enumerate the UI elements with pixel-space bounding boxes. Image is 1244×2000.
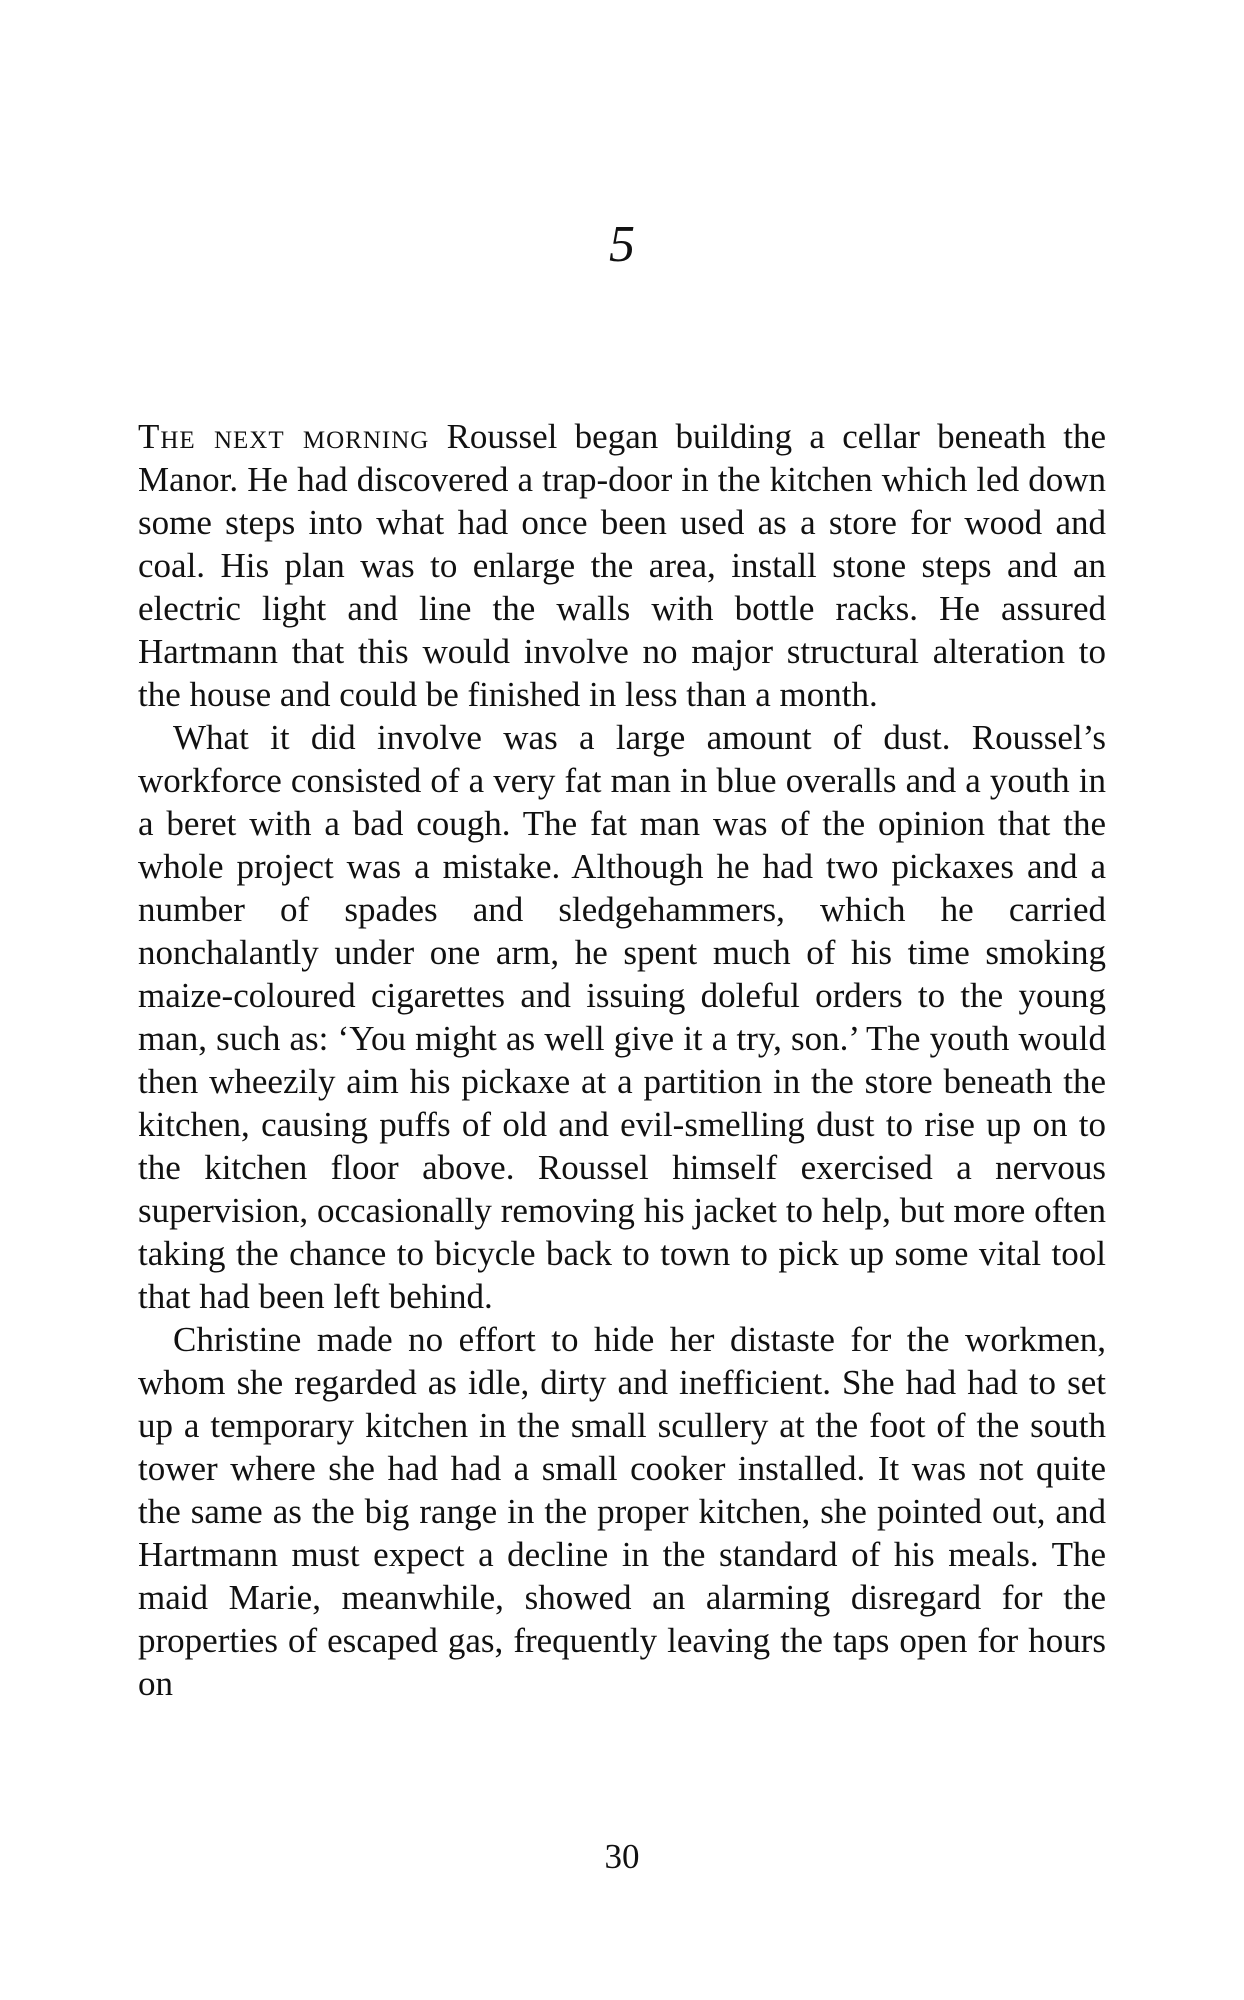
body-text [138,415,1106,1705]
chapter-number: 5 [609,216,635,273]
page-number: 30 [604,1837,640,1876]
paragraph-1 [138,415,1106,716]
paragraph-3: Christine made no effort to hide her distaste for the workmen, whom she regarded as idle, dirty and inefficient. She had had to set up a temporary kitchen in the small scullery at the foot of the south tower where she had had a small cooker installed. It was not quite the same as the big range in the proper kitchen, she pointed out, and Hartmann must expect a decline in the standard of his meals. The maid Marie, meanwhile, showed an alarming disregard for the properties of escaped gas, frequently leaving the taps open for hours on [138,1320,1106,1703]
paragraph-2: What it did involve was a large amount of dust. Roussel’s workforce consisted of a very fat man in blue overalls and a youth in a beret with a bad cough. The fat man was of the opinion that the whole project was a mistake. Although he had two pickaxes and a number of spades and sledgehammers, which he carried nonchalantly under one arm, he spent much of his time smoking maize-coloured cigarettes and issuing doleful orders to the young man, such as: ‘You might as well give it a try, son.’ The youth would then wheezily aim his pickaxe at a partition in the store beneath the kitchen, causing puffs of old and evil-smelling dust to rise up on to the kitchen floor above. Roussel himself exercised a nervous supervision, occasionally removing his jacket to help, but more often taking the chance to bicycle back to town to pick up some vital tool that had been left behind. [138,718,1106,1316]
paragraph-1-text: Roussel began building a cellar beneath the Manor. He had discovered a trap-door in the kitchen which led down some steps into what had once been used as a store for wood and coal. His plan was to enlarge the area, install stone steps and an electric light and line the walls with bottle racks. He assured Hartmann that this would involve no major structural alteration to the house and could be finished in less than a month. [138,417,1106,714]
opening-small-caps: The next morning [138,417,430,456]
